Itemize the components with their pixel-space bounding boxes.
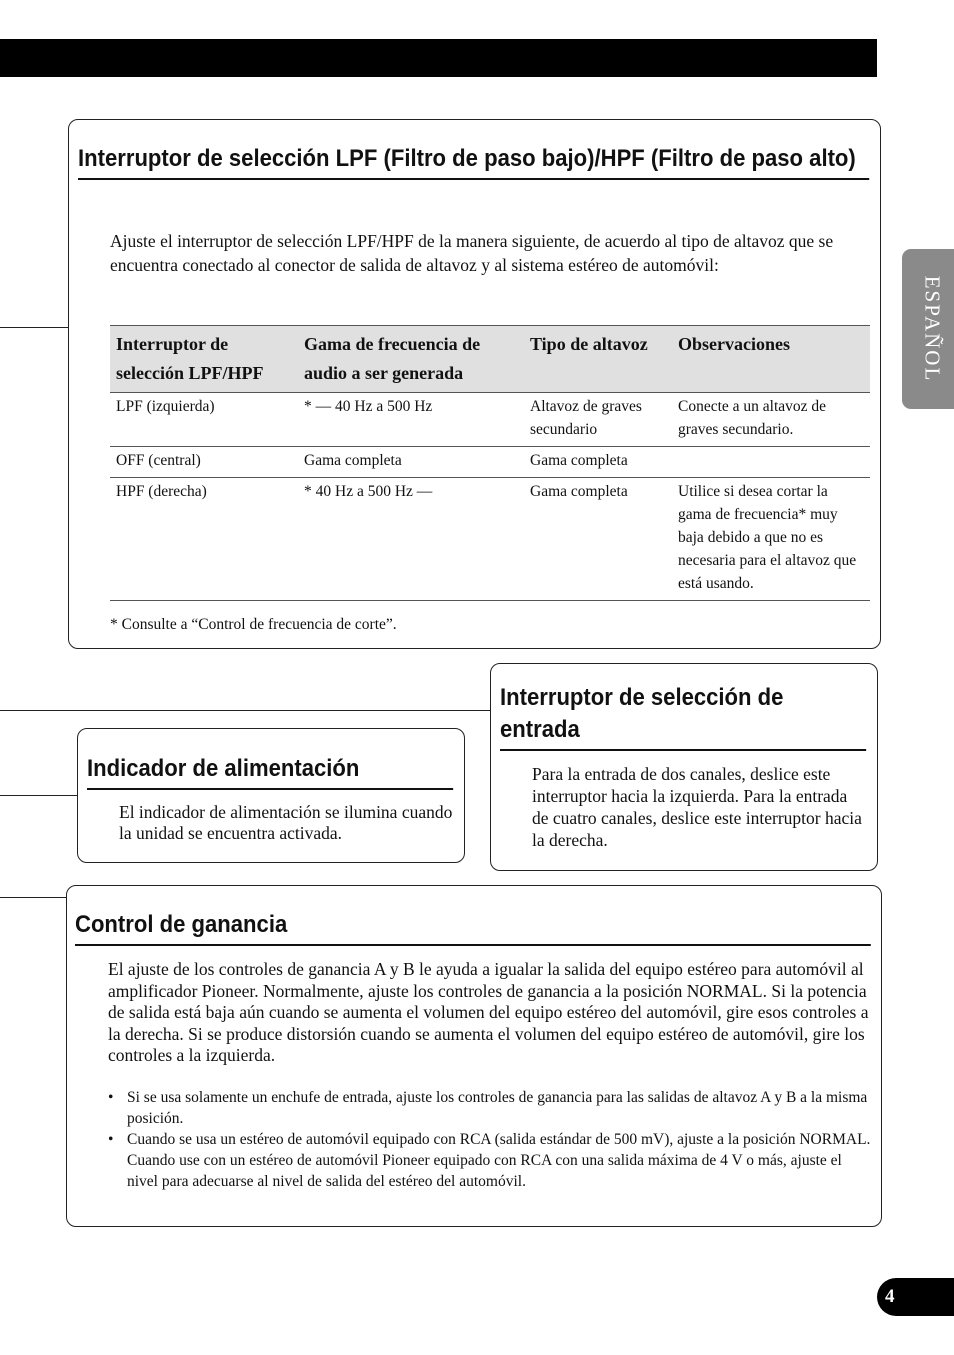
table-cell: Gama completa xyxy=(298,447,524,478)
language-tab xyxy=(902,249,954,409)
input-select-section xyxy=(490,663,878,871)
table-cell: HPF (derecha) xyxy=(110,478,298,601)
table-cell: * 40 Hz a 500 Hz — xyxy=(298,478,524,601)
lpf-hpf-section xyxy=(68,119,881,649)
table-cell: Conecte a un altavoz de graves secundario. xyxy=(672,393,870,447)
lpf-hpf-footnote: * Consulte a “Control de frecuencia de corte”. xyxy=(110,616,397,633)
table-cell: Utilice si desea cortar la gama de frecuencia* muy baja debido a que no es necesaria para el altavoz que está usando. xyxy=(672,478,870,601)
table-header: Tipo de altavoz xyxy=(524,326,672,393)
page-number: 4 xyxy=(877,1278,954,1316)
leader-line-input xyxy=(0,710,490,711)
table-cell: Altavoz de graves secundario xyxy=(524,393,672,447)
table-header: Gama de frecuencia de audio a ser generada xyxy=(298,326,524,393)
lpf-hpf-title: Interruptor de selección LPF (Filtro de paso bajo)/HPF (Filtro de paso alto) xyxy=(78,143,869,180)
table-header-row xyxy=(110,326,870,393)
input-select-text: Para la entrada de dos canales, deslice este interruptor hacia la izquierda. Para la entrada de cuatro canales, deslice este interruptor hacia la derecha. xyxy=(532,764,862,850)
leader-line-power xyxy=(0,795,77,796)
table-row xyxy=(110,393,870,447)
table-header: Interruptor de selección LPF/HPF xyxy=(110,326,298,393)
gain-control-notes xyxy=(108,1087,873,1192)
gain-control-text: El ajuste de los controles de ganancia A y B le ayuda a igualar la salida del equipo estéreo para automóvil al amplificador Pioneer. Normalmente, ajuste los controles de ganancia a la posición NORMAL. Si la potencia de salida está baja aún cuando se aumenta el volumen del equipo estéreo del automóvil, gire esos controles a la derecha. Si se produce distorsión cuando se aumenta el volumen del equipo estéreo de automóvil, gire los controles a la izquierda. xyxy=(108,959,869,1066)
power-indicator-section xyxy=(77,728,465,863)
table-cell: Gama completa xyxy=(524,478,672,601)
table-cell xyxy=(672,447,870,478)
gain-control-title: Control de ganancia xyxy=(75,909,871,946)
power-indicator-title: Indicador de alimentación xyxy=(87,753,453,790)
leader-line-gain xyxy=(0,897,66,898)
leader-line-lpf xyxy=(0,327,68,328)
gain-control-section xyxy=(66,885,882,1227)
list-item: • Cuando se usa un estéreo de automóvil equipado con RCA (salida estándar de 500 mV), ajuste a la posición NORMAL. Cuando use con un estéreo de automóvil Pioneer equipado con RCA con una salida máxima de 4 V o más, ajuste el nivel para adecuarse al nivel de salida del estéreo del automóvil. xyxy=(108,1129,873,1192)
table-header: Observaciones xyxy=(672,326,870,393)
table-cell: LPF (izquierda) xyxy=(110,393,298,447)
input-select-title: Interruptor de selección de entrada xyxy=(500,682,866,751)
table-cell: OFF (central) xyxy=(110,447,298,478)
table-cell: Gama completa xyxy=(524,447,672,478)
language-label: ESPAÑOL xyxy=(920,275,945,383)
table-row xyxy=(110,478,870,601)
power-indicator-text: El indicador de alimentación se ilumina cuando la unidad se encuentra activada. xyxy=(119,802,453,843)
table-row xyxy=(110,447,870,478)
list-item: • Si se usa solamente un enchufe de entrada, ajuste los controles de ganancia para las salidas de altavoz A y B a la misma posición. xyxy=(108,1087,873,1129)
lpf-hpf-table xyxy=(110,325,870,601)
header-bar xyxy=(0,39,877,77)
lpf-hpf-intro: Ajuste el interruptor de selección LPF/HPF de la manera siguiente, de acuerdo al tipo de altavoz que se encuentra conectado al conector de salida de altavoz y al sistema estéreo de automóvil: xyxy=(110,231,834,275)
table-cell: * — 40 Hz a 500 Hz xyxy=(298,393,524,447)
